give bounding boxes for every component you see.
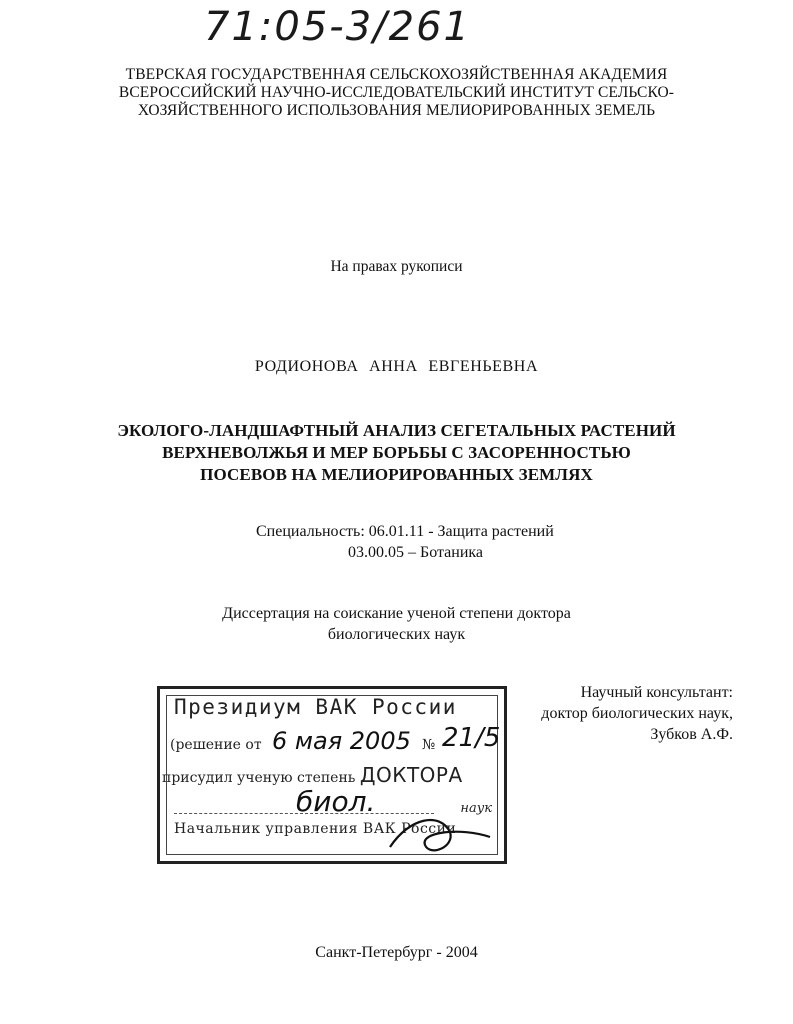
institution-line-2: ВСЕРОССИЙСКИЙ НАУЧНО-ИССЛЕДОВАТЕЛЬСКИЙ ИНСТИТУТ СЕЛЬСКО- [118,84,675,101]
archive-number-handwritten: 71:05-3/261 [204,4,471,50]
stamp-awarded-prefix: присудил ученую степень [162,770,356,786]
consultant-degree: доктор биологических наук, [541,705,733,722]
stamp-field-suffix: наук [460,801,492,816]
specialty-line-2: 03.00.05 – Ботаника [348,544,484,561]
city-year: Санкт-Петербург - 2004 [315,944,478,961]
specialty-line-1: Специальность: 06.01.11 - Защита растений [256,523,554,540]
institution-line-1: ТВЕРСКАЯ ГОСУДАРСТВЕННАЯ СЕЛЬСКОХОЗЯЙСТВЕННАЯ АКАДЕМИЯ [125,66,668,83]
consultant-name: Зубков А.Ф. [650,726,733,743]
author-name: РОДИОНОВА АННА ЕВГЕНЬЕВНА [254,358,539,375]
stamp-signatory: Начальник управления ВАК России [174,821,457,837]
stamp-decision-line [170,737,262,753]
title-line-2: ВЕРХНЕВОЛЖЬЯ И МЕР БОРЬБЫ С ЗАСОРЕННОСТЬЮ [162,443,631,462]
stamp-number-prefix: № [422,737,436,753]
stamp-degree: ДОКТОРА [359,763,463,787]
dissertation-degree [0,603,793,645]
stamp-number-handwritten: 21/5 [442,723,501,753]
institution-block [0,66,793,120]
dissertation-title [0,420,793,486]
title-line-3: ПОСЕВОВ НА МЕЛИОРИРОВАННЫХ ЗЕМЛЯХ [200,465,593,484]
institution-line-3: ХОЗЯЙСТВЕННОГО ИСПОЛЬЗОВАНИЯ МЕЛИОРИРОВАННЫХ ЗЕМЕЛЬ [137,102,656,119]
degree-line-1: Диссертация на соискание ученой степени доктора [222,605,571,622]
consultant-label: Научный консультант: [580,684,733,701]
stamp-awarded-line [162,763,463,787]
specialty-block [256,521,554,563]
stamp-decision-prefix: (решение от [170,737,262,753]
scientific-consultant [541,682,733,745]
title-line-1: ЭКОЛОГО-ЛАНДШАФТНЫЙ АНАЛИЗ СЕГЕТАЛЬНЫХ РАСТЕНИЙ [117,421,676,440]
stamp-signature [380,807,500,867]
degree-line-2: биологических наук [327,626,466,643]
stamp-decision-date-handwritten: 6 мая 2005 [272,727,411,755]
stamp-header: Президиум ВАК России [174,695,457,719]
vak-stamp [157,686,507,864]
manuscript-note: На правах рукописи [330,258,463,275]
stamp-field-handwritten: биол. [296,785,376,818]
